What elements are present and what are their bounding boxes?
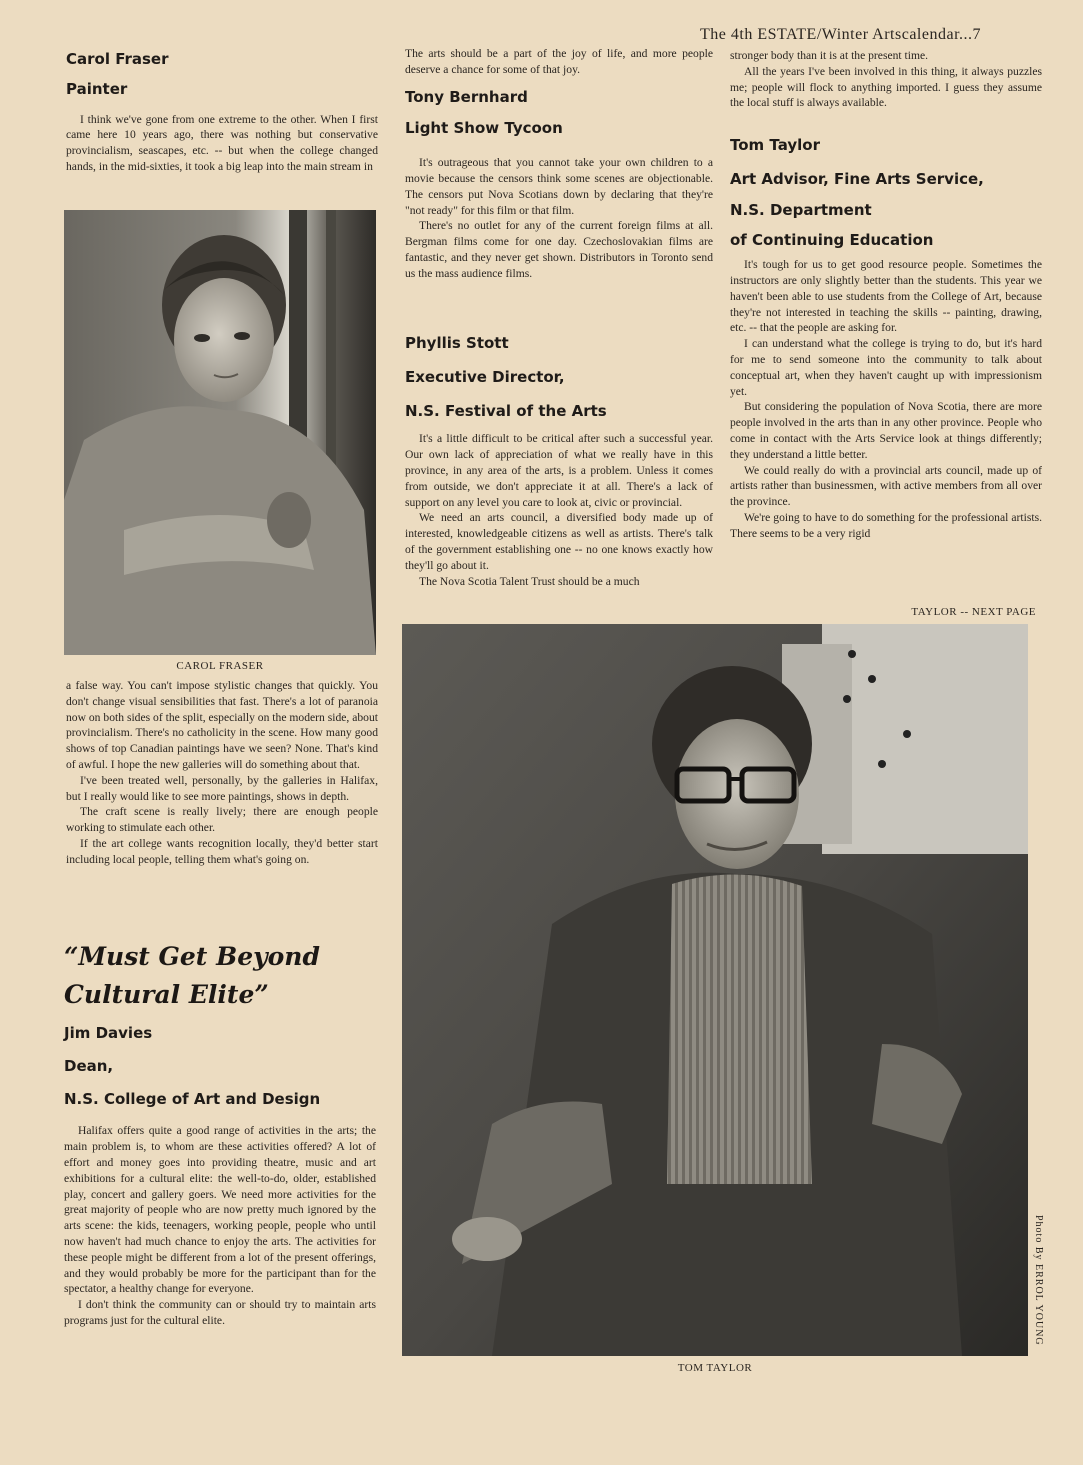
davies-role-1: Dean, xyxy=(64,1056,114,1075)
taylor-role-2: N.S. Department xyxy=(730,200,872,219)
page-header: The 4th ESTATE/Winter Artscalendar...7 xyxy=(700,26,982,43)
carol-fraser-photo xyxy=(64,210,376,655)
stott-continued xyxy=(730,48,1042,111)
stott-paragraph-5: All the years I've been involved in this thing, it always puzzles me; people will flock to anything imported. I guess they assume the local stuff is always available. xyxy=(730,64,1042,110)
stott-paragraph-1: It's a little difficult to be critical after such a successful year. Our own lack of appreciation of what we really have in this province, in any area of the arts, is a problem. Unless it comes from outside, we don't appreciate it at all. There's a lack of support on any level you care to look at, civic or provincial. xyxy=(405,432,713,509)
taylor-paragraph-5: We're going to have to do something for the professional artists. There seems to be a very rigid xyxy=(730,510,1042,540)
fraser-photo-caption: CAROL FRASER xyxy=(176,660,264,672)
stott-role-1: Executive Director, xyxy=(405,367,565,386)
stott-section xyxy=(405,336,713,589)
bernhard-lead: The arts should be a part of the joy of life, and more people deserve a chance for some of that joy. xyxy=(405,47,713,76)
davies-paragraph-1: Halifax offers quite a good range of activities in the arts; the main problem is, to whom are these activities offered? A lot of effort and money goes into providing theatre, music and art exhibitions for a cultural elite: the well-to-do, older, established play, concert and gallery goers. We need more activities for the great majority of people who are now pretty much ignored by the arts scene: the kids, teenagers, working people, people who until now haven't had much chance to enjoy the arts. The activities for these people might be different from a lot of the present offerings, and they would probably be more for the participant than for the spectator, a healthy change for everyone. xyxy=(64,1124,376,1296)
stott-role-2: N.S. Festival of the Arts xyxy=(405,401,607,420)
fraser-paragraph-5: If the art college wants recognition locally, they'd better start including local people, telling them what's going on. xyxy=(66,836,378,866)
tom-taylor-photo xyxy=(402,624,1028,1356)
davies-name: Jim Davies xyxy=(64,1024,153,1042)
taylor-photo-caption: TOM TAYLOR xyxy=(677,1362,753,1374)
portrait-image xyxy=(64,210,376,655)
continued-notice: TAYLOR -- NEXT PAGE xyxy=(911,606,1036,618)
taylor-paragraph-1: It's tough for us to get good resource people. Sometimes the instructors are only slightly better than the students. This year we haven't been able to use students from the College of Art, because they're not interested in teaching the skills -- painting, drawing, etc. -- that the people are asking for. xyxy=(730,258,1042,335)
fraser-body xyxy=(66,678,378,868)
fraser-paragraph-2: a false way. You can't impose stylistic changes that quickly. You don't change visual sensibilities that fast. There's a lot of paranoia now on both sides of the split, especially on the modern side, about provincialism. There's no catholicity in the scene. How many good shows of top Canadian paintings have we seen? None. That's kind of awful. I hope the new galleries will do something about that. xyxy=(66,679,378,771)
bernhard-role: Light Show Tycoon xyxy=(405,119,563,138)
davies-headline xyxy=(64,938,384,1014)
fraser-paragraph-3: I've been treated well, personally, by the galleries in Halifax, but I really would like to see more paintings, shows in depth. xyxy=(66,773,378,803)
bernhard-paragraph-2: There's no outlet for any of the current foreign films at all. Bergman films come for one day. Czechoslovakian films are fantastic, and they never get shown. Distributors in Toronto send us the mass audience films. xyxy=(405,219,713,280)
taylor-name: Tom Taylor xyxy=(730,136,820,154)
bernhard-paragraph-1: It's outrageous that you cannot take your own children to a movie because the censors think some scenes are objectionable. The censors put Nova Scotians down by declaring that they're "not ready" for this film or that film. xyxy=(405,156,713,217)
taylor-paragraph-3: But considering the population of Nova Scotia, there are more people involved in the arts than in any other province. People who come in contact with the Arts Service look at things differently; they understand a little better. xyxy=(730,400,1042,461)
taylor-paragraph-2: I can understand what the college is trying to do, but it's hard for me to send someone into the community to talk about conceptual art, when they haven't caught up with impressionism yet. xyxy=(730,337,1042,398)
fraser-paragraph-4: The craft scene is really lively; there are enough people working to stimulate each other. xyxy=(66,805,378,835)
stott-name: Phyllis Stott xyxy=(405,334,509,352)
taylor-section xyxy=(730,138,1042,542)
headline-line-2: Cultural Elite” xyxy=(64,980,269,1009)
stott-paragraph-2: We need an arts council, a diversified body made up of interested, knowledgeable citizens as well as artists. There's talk of the government establishing one -- no one knows exactly how they'll go about it. xyxy=(405,511,713,572)
fraser-role: Painter xyxy=(66,79,128,98)
fraser-paragraph-1: I think we've gone from one extreme to the other. When I first came here 10 years ago, there was nothing but conservative provincialism, seascapes, etc. -- but when the college changed hands, in the mid-sixties, it took a big leap into the main stream in xyxy=(66,112,378,173)
stott-paragraph-4: stronger body than it is at the present time. xyxy=(730,49,929,62)
fraser-name: Carol Fraser xyxy=(66,50,169,68)
davies-role-2: N.S. College of Art and Design xyxy=(64,1089,321,1108)
taylor-role-1: Art Advisor, Fine Arts Service, xyxy=(730,169,984,188)
taylor-paragraph-4: We could really do with a provincial arts council, made up of artists rather than businessmen, with active members from all over the province. xyxy=(730,463,1042,509)
stott-paragraph-3: The Nova Scotia Talent Trust should be a much xyxy=(419,574,640,588)
fraser-intro xyxy=(66,52,378,175)
davies-section xyxy=(64,1026,376,1329)
photo-credit: Photo By ERROL YOUNG xyxy=(1033,1215,1044,1346)
portrait-image xyxy=(402,624,1028,1356)
bernhard-name: Tony Bernhard xyxy=(405,87,528,106)
davies-paragraph-2: I don't think the community can or should try to maintain arts programs just for the cultural elite. xyxy=(64,1298,376,1327)
headline-line-1: “Must Get Beyond xyxy=(64,942,320,971)
bernhard-section xyxy=(405,46,713,282)
taylor-role-3: of Continuing Education xyxy=(730,231,934,250)
